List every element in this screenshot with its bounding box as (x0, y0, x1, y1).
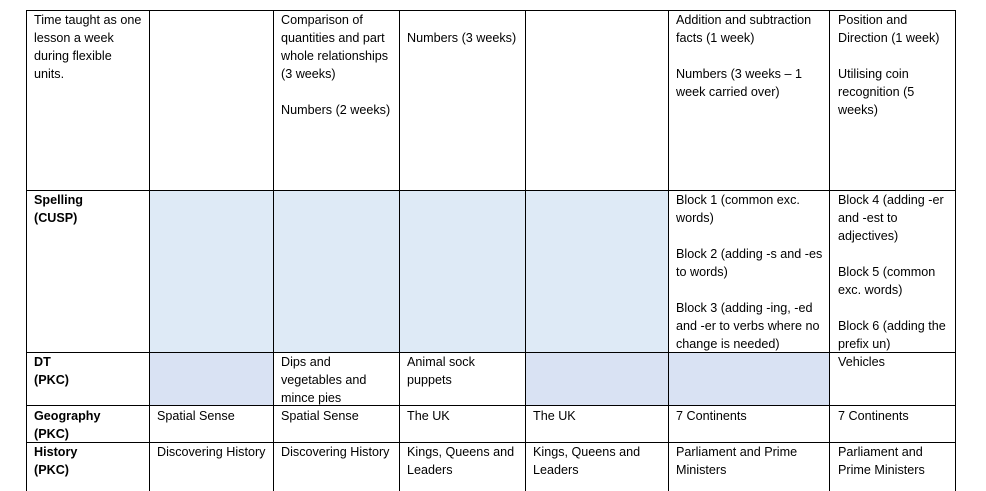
label-subtext: (PKC) (34, 427, 69, 441)
label-subtext: (CUSP) (34, 211, 78, 225)
row5-col2-cell (281, 443, 393, 461)
table-border (26, 10, 27, 491)
row1-col5-cell (676, 11, 824, 101)
cell-text: Block 5 (common exc. words) (838, 265, 936, 297)
label-text: DT (34, 355, 51, 369)
cell-text: Time taught as one lesson a week during flexible units. (34, 13, 142, 81)
row5-col4-cell (533, 443, 663, 479)
row2-col6-cell (838, 191, 952, 353)
cell-text: Block 3 (adding -ing, -ed and -er to verbs where no change is needed) (676, 301, 820, 351)
cell-text: Vehicles (838, 355, 885, 369)
cell-shading (525, 352, 829, 405)
cell-text: Animal sock puppets (407, 355, 475, 387)
row1-col2-cell (281, 11, 393, 119)
cell-text: Block 2 (adding -s and -es to words) (676, 247, 823, 279)
cell-text: Parliament and Prime Ministers (676, 445, 798, 477)
cell-text: Block 6 (adding the prefix un) (838, 319, 946, 351)
cell-text: The UK (407, 409, 450, 423)
row-label-geography (34, 407, 144, 443)
row5-col5-cell (676, 443, 824, 479)
row-divider (26, 405, 956, 406)
row3-col3-cell (407, 353, 519, 389)
column-divider (399, 10, 400, 491)
cell-text: The UK (533, 409, 576, 423)
column-divider (525, 10, 526, 491)
row2-col5-cell (676, 191, 824, 353)
column-divider (149, 10, 150, 491)
row5-col1-cell (157, 443, 269, 461)
column-divider (829, 10, 830, 491)
row-label-history (34, 443, 144, 479)
cell-shading (149, 352, 273, 405)
cell-text: Discovering History (281, 445, 390, 459)
label-subtext: (PKC) (34, 463, 69, 477)
row4-col3-cell (407, 407, 519, 425)
cell-text: Block 1 (common exc. words) (676, 193, 800, 225)
cell-text: Addition and subtraction facts (1 week) (676, 13, 812, 45)
row4-col2-cell (281, 407, 393, 425)
row4-col4-cell (533, 407, 663, 425)
label-text: Spelling (34, 193, 83, 207)
cell-text: Spatial Sense (281, 409, 359, 423)
row-label-dt (34, 353, 144, 389)
cell-text: 7 Continents (838, 409, 909, 423)
row1-intro-cell (34, 11, 144, 83)
cell-text: Comparison of quantities and part whole relationships (3 weeks) (281, 13, 389, 81)
label-subtext: (PKC) (34, 373, 69, 387)
cell-text: Numbers (3 weeks – 1 week carried over) (676, 67, 802, 99)
label-text: History (34, 445, 78, 459)
row3-col6-cell (838, 353, 952, 371)
cell-text: 7 Continents (676, 409, 747, 423)
row5-col6-cell (838, 443, 952, 479)
cell-text: Discovering History (157, 445, 266, 459)
column-divider (668, 10, 669, 491)
cell-text: Spatial Sense (157, 409, 235, 423)
cell-text: Block 4 (adding -er and -est to adjectives) (838, 193, 944, 243)
cell-text: Utilising coin recognition (5 weeks) (838, 67, 915, 117)
cell-text: Parliament and Prime Ministers (838, 445, 925, 477)
cell-text: Numbers (2 weeks) (281, 103, 391, 117)
label-text: Geography (34, 409, 101, 423)
cell-text: Kings, Queens and Leaders (407, 445, 515, 477)
table-border (955, 10, 956, 491)
row4-col6-cell (838, 407, 952, 425)
cell-shading (149, 190, 668, 352)
cell-text: Position and Direction (1 week) (838, 13, 940, 45)
row1-col6-cell (838, 11, 952, 119)
cell-text: Dips and vegetables and mince pies (281, 355, 367, 405)
cell-text: Numbers (3 weeks) (407, 31, 517, 45)
row5-col3-cell (407, 443, 521, 479)
row1-col3-cell (407, 29, 519, 47)
row-label-spelling (34, 191, 144, 227)
cell-text: Kings, Queens and Leaders (533, 445, 641, 477)
row3-col2-cell (281, 353, 393, 405)
row4-col1-cell (157, 407, 269, 425)
row4-col5-cell (676, 407, 824, 425)
column-divider (273, 10, 274, 491)
